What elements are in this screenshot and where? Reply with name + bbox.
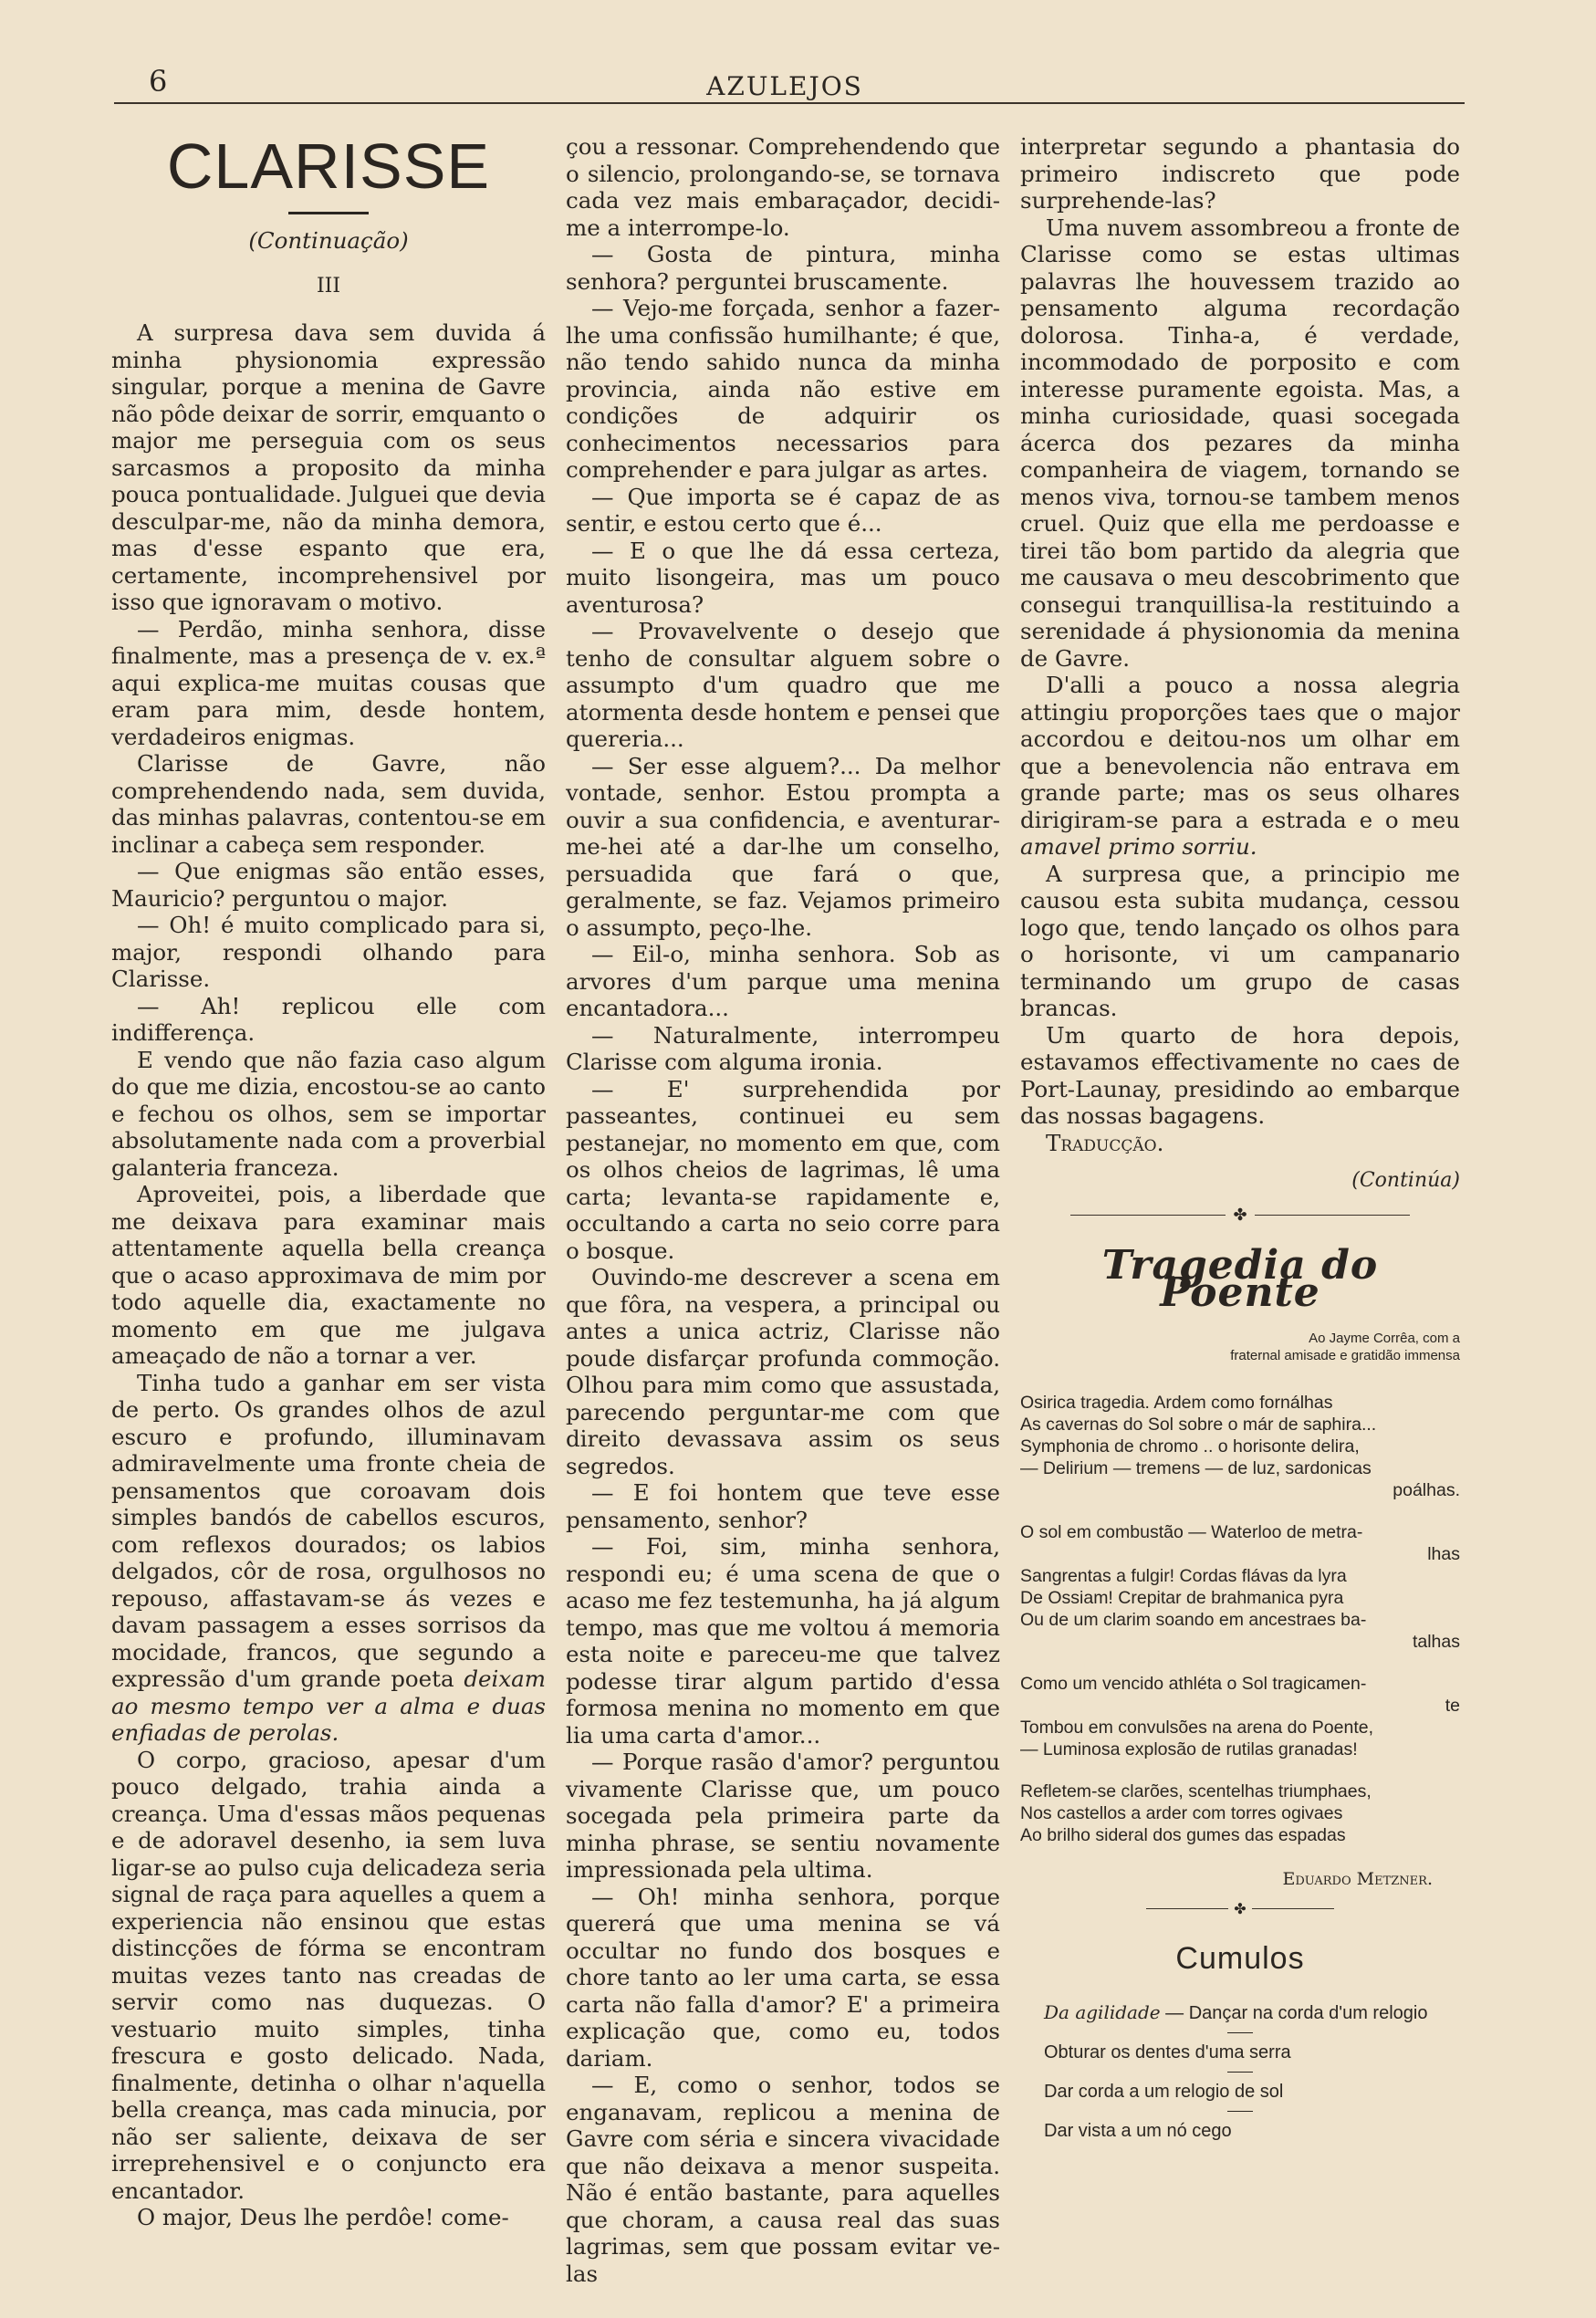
verse-line: lhas [1427, 1544, 1460, 1564]
item-divider [1227, 2032, 1253, 2033]
list-item: Dar corda a um relogio de sol [1044, 2081, 1284, 2102]
section-ornament [1020, 1202, 1460, 1229]
paragraph: — Foi, sim, minha senhora, respondi eu; é uma scena de que o acaso me fez testemunha, ha já algum tempo, mas que me voltou á memoria esta noite e pareceu-me que talvez podesse tirar algum partido d'essa formosa menina no momento em que lia uma carta d'amor... [566, 1533, 1000, 1749]
list-item [1020, 2000, 1460, 2025]
item-divider [1227, 2111, 1253, 2112]
paragraph: Um quarto de hora depois, estavamos effectivamente no caes de Port-Launay, presidindo ao embarque das nossas bagagens. [1020, 1021, 1460, 1129]
paragraph: A surpresa que, a principio me causou esta subita mudança, cessou logo que, tendo lançado os olhos para o horisonte, vi um campanario terminando um grupo de casas brancas. [1020, 860, 1460, 1021]
page-header [114, 64, 1455, 100]
verse-line: As cavernas do Sol sobre o már de saphira... [1020, 1415, 1377, 1435]
ornament-flower-icon: ✤ [1234, 1899, 1247, 1917]
dedication-line: fraternal amisade e gratidão immensa [1230, 1348, 1460, 1363]
verse-line: Tombou em convulsões na arena do Poente, [1020, 1718, 1374, 1738]
paragraph: — E foi hontem que teve esse pensamento, senhor? [566, 1479, 1000, 1533]
ornament-line [1255, 1215, 1410, 1216]
paragraph: O major, Deus lhe perdôe! come- [137, 2204, 509, 2230]
continua-note: (Continúa) [1351, 1169, 1460, 1192]
paragraph: — Vejo-me forçada, senhor a fazer-lhe uma confissão humilhante; é que, não tendo sahido nunca da minha provincia, ainda não estive em condições de adquirir os conhecimentos necessarios para comprehender e para julgar as artes. [566, 295, 1000, 483]
article-column-2 [566, 133, 1000, 2287]
paragraph: interpretar segundo a phantasia do primeiro indiscreto que pode surprehende-las? [1020, 133, 1460, 214]
paragraph: A surpresa dava sem duvida á minha physionomia expressão singular, porque a menina de Gavre não pôde deixar de sorrir, emquanto o major me perseguia com os seus sarcasmos a proposito da minha pouca pontualidade. Julguei que devia desculpar-me, não da minha demora, mas d'esse espanto que era, certamente, incomprehensivel por isso que ignoravam o motivo. [111, 319, 546, 615]
page-number: 6 [149, 64, 168, 99]
article-column-3 [1020, 133, 1460, 2150]
item-label: Da agilidade [1044, 2000, 1161, 2023]
title-rule [288, 212, 369, 214]
ornament-line [1146, 1908, 1228, 1909]
paragraph: — Perdão, minha senhora, disse finalmente, mas a presença de v. ex.ª aqui explica-me muitas cousas que eram para mim, desde hontem, verdadeiros enigmas. [111, 615, 546, 750]
poem-stanza [1020, 1673, 1460, 1760]
verse-line: te [1445, 1696, 1460, 1716]
verse-line: Ao brilho sideral dos gumes das espadas [1020, 1825, 1346, 1845]
paragraph: Ouvindo-me descrever a scena em que fôra, na vespera, a principal ou antes a unica actriz, Clarisse não poude disfarçar profunda commoção. Olhou para mim como que assustada, parecendo perguntar-me com que direito devassava assim os seus segredos. [566, 1264, 1000, 1479]
verse-line: Symphonia de chromo .. o horisonte delira, [1020, 1436, 1360, 1457]
chapter-number: III [316, 274, 341, 298]
verse-line: — Luminosa explosão de rutilas granadas! [1020, 1739, 1358, 1759]
paragraph [111, 1370, 546, 1747]
paragraph: — Porque rasão d'amor? perguntou vivamente Clarisse que, um pouco socegada pela primeira parte da minha phrase, se sentiu novamente impressionada pela ultima. [566, 1749, 1000, 1883]
translation-signature: Traducção. [1046, 1129, 1164, 1156]
verse-line: Refletem-se clarões, scentelhas triumphaes, [1020, 1781, 1372, 1801]
list-item: Dar vista a um nó cego [1044, 2120, 1232, 2141]
poem-stanza [1020, 1521, 1460, 1653]
paragraph: — Provavelvente o desejo que tenho de consultar alguem sobre o assumpto d'um quadro que me atormenta desde hontem e pensei que quereria... [566, 618, 1000, 752]
paragraph: O corpo, gracioso, apesar d'um pouco delgado, trahia ainda a creança. Uma d'essas mãos pequenas e de adoravel desenho, ia sem luva ligar-se ao pulso cuja delicadeza seria signal de raça para aquelles a quem a experiencia não ensinou que estas distincções de fórma se encontram muitas vezes tanto nas creadas de servir como nas duquezas. O vestuario muito simples, tinha frescura e gosto delicado. Nada, finalmente, detinha o olhar n'aquella bella creança, mas cada minucia, por não ser saliente, deixava de ser irreprehensivel e o conjuncto era encantador. [111, 1746, 546, 2204]
paragraph: — Que importa se é capaz de as sentir, e estou certo que é... [566, 483, 1000, 537]
quote-italic: deixam ao mesmo tempo ver a alma e duas enfiadas de perolas. [111, 1665, 546, 1746]
paragraph: çou a ressonar. Comprehendendo que o silencio, prolongando-se, se tornava cada vez mais embaraçador, decidi-me a interrompe-lo. [566, 133, 1000, 241]
paragraph: — Oh! é muito complicado para si, major, respondi olhando para Clarisse. [111, 912, 546, 992]
paragraph [1020, 672, 1460, 861]
paragraph: Clarisse de Gavre, não comprehendendo nada, sem duvida, das minhas palavras, contentou-se em inclinar a cabeça sem responder. [111, 750, 546, 858]
verse-line: Nos castellos a arder com torres ogivaes [1020, 1803, 1343, 1823]
verse-line: — Delirium — tremens — de luz, sardonicas [1020, 1458, 1372, 1478]
article-column-1 [111, 133, 546, 2231]
item-divider [1227, 2072, 1253, 2073]
paragraph: — E' surprehendida por passeantes, continuei eu sem pestanejar, no momento em que, com os olhos cheios de lagrimas, lê uma carta; levanta-se rapidamente e, occultando a carta no seio corre para o bosque. [566, 1075, 1000, 1264]
verse-line: Sangrentas a fulgir! Cordas flávas da lyra [1020, 1566, 1347, 1586]
paragraph: — Gosta de pintura, minha senhora? perguntei bruscamente. [566, 241, 1000, 295]
running-title: AZULEJOS [706, 71, 863, 101]
ornament-line [1070, 1215, 1226, 1216]
cumulos-title: Cumulos [1175, 1941, 1305, 1976]
item-text: — Dançar na corda d'um relogio [1165, 2002, 1428, 2023]
paragraph-text: Tinha tudo a ganhar em ser vista de perto. Os grandes olhos de azul escuro e profundo, illuminavam admiravelmente uma fronte cheia de pensamentos que coroavam dois simples bandós de cabellos escuros, com reflexos dourados; os labios delgados, côr de rosa, orgulhosos no repouso, affastavam-se ás vezes e davam passagem a esses sorrisos da mocidade, francos, que segundo a expressão d'um grande poeta [111, 1369, 546, 1692]
poem-dedication [1020, 1330, 1460, 1364]
paragraph: — E o que lhe dá essa certeza, muito lisongeira, mas um pouco aventurosa? [566, 537, 1000, 618]
poem-author: Eduardo Metzner. [1282, 1869, 1433, 1889]
paragraph: Aproveitei, pois, a liberdade que me deixava para examinar mais attentamente aquella bella creança que o acaso approximava de mim por todo aquelle dia, exactamente no momento em que me julgava ameaçado de não a tornar a ver. [111, 1181, 546, 1369]
italic-word: amavel primo sorriu. [1020, 833, 1257, 860]
article-title: CLARISSE [166, 131, 491, 202]
verse-line: talhas [1412, 1632, 1460, 1652]
cumulos-list [1020, 2000, 1460, 2143]
poem-stanza [1020, 1392, 1460, 1501]
verse-line: Como um vencido athléta o Sol tragicamen- [1020, 1674, 1367, 1694]
dedication-line: Ao Jayme Corrêa, com a [1309, 1331, 1460, 1346]
paragraph: — Que enigmas são então esses, Mauricio? perguntou o major. [111, 858, 546, 912]
ornament-line [1252, 1908, 1334, 1909]
list-item: Obturar os dentes d'uma serra [1044, 2041, 1291, 2062]
verse-line: O sol em combustão — Waterloo de metra- [1020, 1522, 1363, 1542]
paragraph: Uma nuvem assombreou a fronte de Clarisse como se estas ultimas palavras lhe houvessem trazido ao pensamento alguma recordação dolorosa. Tinha-a, é verdade, incommodado de porposito e com interesse puramente egoista. Mas, a minha curiosidade, quasi socegada ácerca dos pezares da minha companheira de viagem, tornando se menos viva, tornou-se tambem menos cruel. Quiz que ella me perdoasse e tirei tão bom partido da alegria que me causava o meu descobrimento que consegui tranquillisa-la restituindo a serenidade á physionomia da menina de Gavre. [1020, 214, 1460, 672]
paragraph: — Ser esse alguem?... Da melhor vontade, senhor. Estou prompta a ouvir a sua confidencia, e aventurar-me-hei até a dar-lhe um conselho, persuadida que fará o que, geralmente, se faz. Vejamos primeiro o assumpto, peço-lhe. [566, 752, 1000, 941]
header-rule [114, 102, 1465, 104]
ornament-flower-icon: ✤ [1233, 1205, 1247, 1225]
verse-line: De Ossiam! Crepitar de brahmanica pyra [1020, 1588, 1344, 1608]
continuation-note: (Continuação) [248, 227, 409, 254]
poem-stanza [1020, 1780, 1460, 1846]
poem-title: Tragedia do Poente [1101, 1242, 1379, 1316]
paragraph-text: D'alli a pouco a nossa alegria attingiu proporções taes que o major accordou e deitou-nos um olhar em que a benevolencia não entrava em grande parte; mas os seus olhares dirigiram-se para a estrada e o meu [1020, 672, 1460, 833]
paragraph: — Naturalmente, interrompeu Clarisse com alguma ironia. [566, 1021, 1000, 1075]
paragraph: — Oh! minha senhora, porque quererá que uma menina se vá occultar no fundo dos bosques e chore tanto ao ler uma carta, se essa carta não falla d'amor? E' a primeira explicação que, como eu, todos dariam. [566, 1883, 1000, 2072]
verse-line: poálhas. [1393, 1480, 1460, 1500]
poem-body [1020, 1392, 1460, 1846]
paragraph: — E, como o senhor, todos se enganavam, replicou a menina de Gavre com séria e sincera vivacidade que não deixava a menor suspeita. Não é então bastante, para aquelles que choram, a causa real das suas lagrimas, sem que possam evitar ve-las [566, 2072, 1000, 2287]
paragraph: — Eil-o, minha senhora. Sob as arvores d'um parque uma menina encantadora... [566, 941, 1000, 1021]
section-ornament [1020, 1895, 1460, 1923]
paragraph: E vendo que não fazia caso algum do que me dizia, encostou-se ao canto e fechou os olhos, sem se importar absolutamente nada com a proverbial galanteria franceza. [111, 1046, 546, 1181]
paragraph: — Ah! replicou elle com indifferença. [111, 992, 546, 1046]
verse-line: Ou de um clarim soando em ancestraes ba- [1020, 1610, 1367, 1630]
verse-line: Osirica tragedia. Ardem como fornálhas [1020, 1393, 1333, 1413]
